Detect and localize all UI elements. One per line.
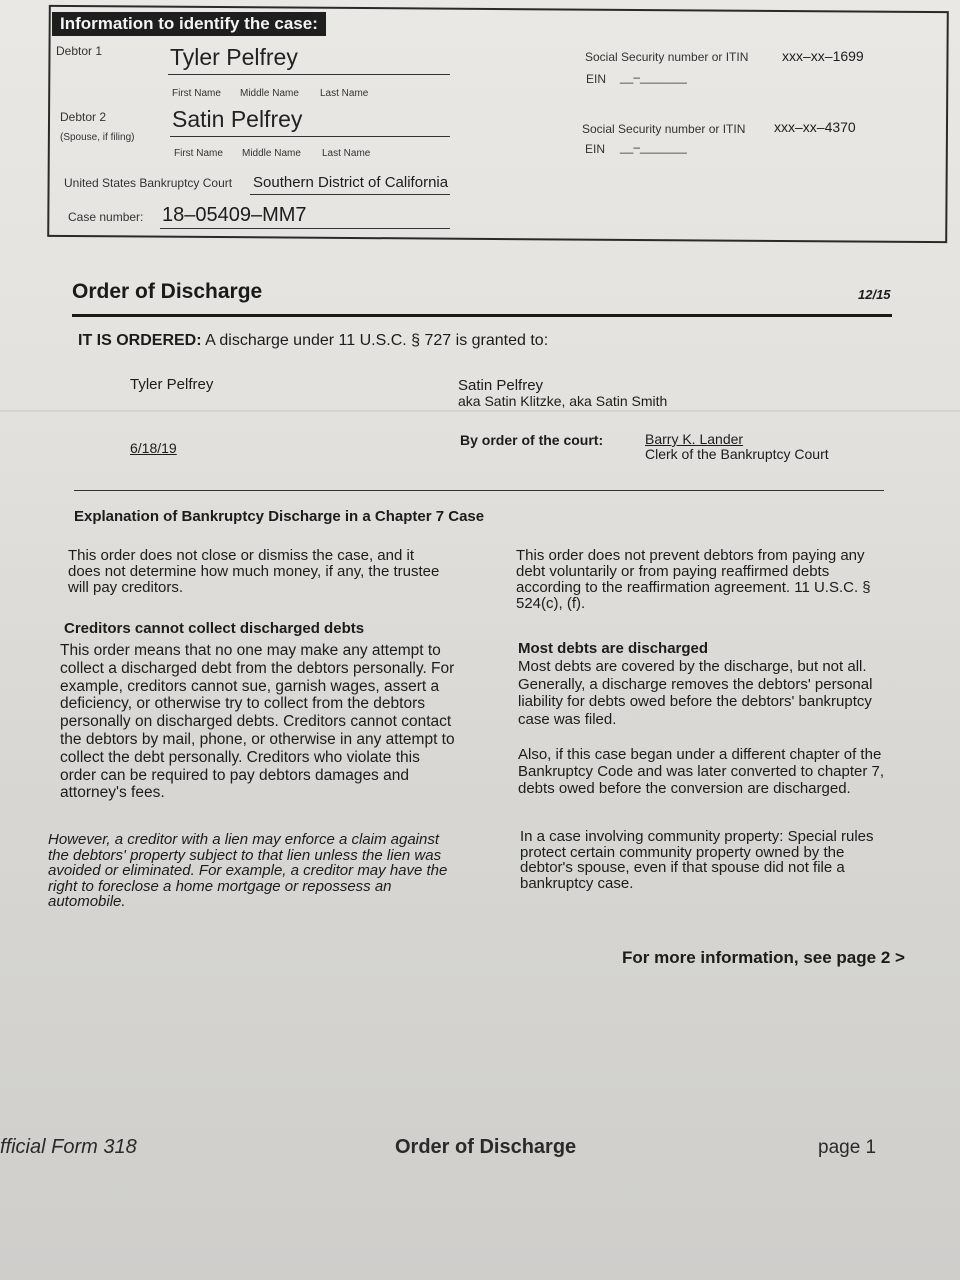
debtor1-underline [168,74,450,75]
footer-page: page 1 [818,1137,877,1158]
court-label: United States Bankruptcy Court [64,176,233,190]
form-date: 12/15 [858,287,891,302]
right-body-1: Most debts are covered by the discharge, but not all. Generally, a discharge removes the debtors' personal liability for debts owed before the debtors' bankruptcy case was filed. [518,658,873,728]
ordered-text: A discharge under 11 U.S.C. § 727 is granted to: [205,332,549,349]
ssn2-value: xxx–xx–4370 [774,119,856,135]
case-number-label: Case number: [68,210,144,224]
footer-title: Order of Discharge [395,1136,577,1158]
right-body-3: In a case involving community property: Special rules protect certain community property owned by the debtor's spouse, even if that spouse did not file a bankruptcy case. [520,828,874,892]
debtor1-first-name-label: First Name [172,88,221,99]
case-number-value: 18–05409–MM7 [162,204,307,226]
clerk-name: Barry K. Lander [645,431,744,447]
order-title: Order of Discharge [72,280,263,303]
right-intro: This order does not prevent debtors from paying any debt voluntarily or from paying reaffirmed debts according to the reaffirmation agreement. 11 U.S.C. § 524(c), (f). [516,547,871,612]
case-number-underline [160,228,450,229]
clerk-title: Clerk of the Bankruptcy Court [645,446,829,462]
title-rule [72,314,892,317]
left-body: This order means that no one may make any attempt to collect a discharged debt from the debtors personally. For example, creditors cannot sue, garnish wages, assert a deficiency, or otherwise try to collect from the debtors personally on discharged debts. Creditors cannot contact the debtors by mail, phone, or otherwise in any attempt to collect the debt personally. Creditors who violate this order can be required to pay debtors damages and attorney's fees. [60,642,455,802]
debtor2-name: Satin Pelfrey [172,106,303,132]
debtor2-underline [170,136,450,137]
ssn1-value: xxx–xx–1699 [782,48,864,64]
paper-fold-shadow [0,410,960,412]
by-order-label: By order of the court: [460,432,604,448]
footer-form-number: fficial Form 318 [0,1136,137,1158]
granted-debtor1: Tyler Pelfrey [130,376,214,393]
right-body-2: Also, if this case began under a different chapter of the Bankruptcy Code and was later converted to chapter 7, debts owed before the conversion are discharged. [518,746,885,797]
left-lien: However, a creditor with a lien may enforce a claim against the debtors' property subject to that lien unless the lien was avoided or eliminated. For example, a creditor may have the right to foreclose a home mortgage or repossess an automobile. [48,831,448,910]
debtor1-name: Tyler Pelfrey [170,44,298,70]
ssn1-label: Social Security number or ITIN [585,50,749,64]
court-underline [250,194,450,195]
explanation-heading: Explanation of Bankruptcy Discharge in a Chapter 7 Case [74,508,485,525]
debtor1-middle-name-label: Middle Name [240,88,299,99]
ein2-value: __–_______ [620,140,687,154]
debtor2-first-name-label: First Name [174,148,223,159]
debtor1-label: Debtor 1 [56,44,103,58]
debtor2-label: Debtor 2 [60,110,107,124]
ein2-label: EIN [585,142,606,156]
court-value: Southern District of California [253,174,449,191]
debtor2-last-name-label: Last Name [322,148,371,159]
more-info-link[interactable]: For more information, see page 2 > [622,948,905,967]
ein1-label: EIN [586,72,607,86]
debtor1-last-name-label: Last Name [320,88,369,99]
left-heading: Creditors cannot collect discharged debts [64,620,365,637]
ein1-value: __–_______ [620,70,687,84]
left-intro: This order does not close or dismiss the case, and it does not determine how much money, if any, the trustee will pay creditors. [68,547,440,596]
ssn2-label: Social Security number or ITIN [582,122,746,136]
granted-debtor2-aka: aka Satin Klitzke, aka Satin Smith [458,393,668,409]
order-date: 6/18/19 [130,440,177,456]
order-divider [74,490,884,491]
debtor2-spouse-note: (Spouse, if filing) [60,132,135,143]
granted-debtor2: Satin Pelfrey [458,377,544,394]
debtor2-middle-name-label: Middle Name [242,148,301,159]
ordered-label: IT IS ORDERED: [78,332,202,349]
case-info-header: Information to identify the case: [52,12,326,36]
ordered-line [78,332,548,350]
right-heading: Most debts are discharged [518,640,709,657]
